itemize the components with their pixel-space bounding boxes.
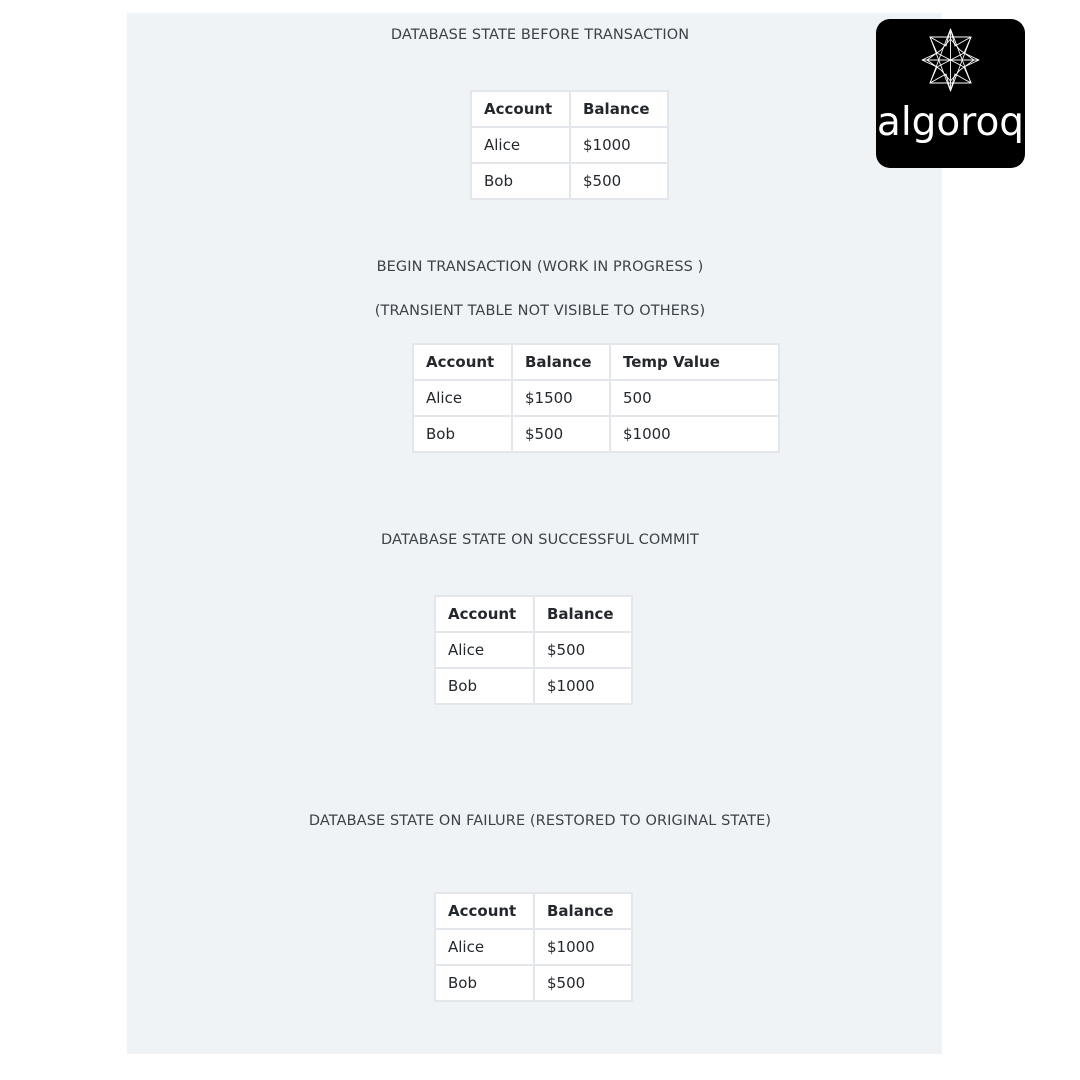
table-row bbox=[413, 416, 779, 452]
header-account: Account bbox=[471, 91, 570, 127]
caption-transient-table: (TRANSIENT TABLE NOT VISIBLE TO OTHERS) bbox=[374, 303, 706, 319]
table-row bbox=[435, 929, 632, 965]
cell-balance: $500 bbox=[570, 163, 668, 199]
table-before-transaction bbox=[470, 90, 669, 200]
brand-logo bbox=[876, 19, 1025, 168]
cell-account: Bob bbox=[471, 163, 570, 199]
cell-balance: $1000 bbox=[534, 929, 632, 965]
header-account: Account bbox=[413, 344, 512, 380]
table-transient bbox=[412, 343, 780, 453]
header-balance: Balance bbox=[534, 596, 632, 632]
table-row bbox=[413, 380, 779, 416]
caption-on-failure: DATABASE STATE ON FAILURE (RESTORED TO ORIGINAL STATE) bbox=[308, 813, 772, 829]
cell-account: Alice bbox=[413, 380, 512, 416]
table-row bbox=[471, 163, 668, 199]
header-balance: Balance bbox=[570, 91, 668, 127]
cell-account: Bob bbox=[435, 965, 534, 1001]
table-row bbox=[435, 668, 632, 704]
cell-account: Bob bbox=[435, 668, 534, 704]
cell-balance: $1000 bbox=[570, 127, 668, 163]
cell-account: Alice bbox=[435, 632, 534, 668]
table-header-row bbox=[471, 91, 668, 127]
header-temp-value: Temp Value bbox=[610, 344, 779, 380]
header-balance: Balance bbox=[534, 893, 632, 929]
table-row bbox=[435, 632, 632, 668]
cell-balance: $500 bbox=[534, 632, 632, 668]
table-successful-commit bbox=[434, 595, 633, 705]
cell-account: Bob bbox=[413, 416, 512, 452]
table-row bbox=[435, 965, 632, 1001]
cell-account: Alice bbox=[471, 127, 570, 163]
cell-balance: $500 bbox=[512, 416, 610, 452]
cell-balance: $1000 bbox=[534, 668, 632, 704]
table-header-row bbox=[435, 596, 632, 632]
table-row bbox=[471, 127, 668, 163]
caption-before-transaction: DATABASE STATE BEFORE TRANSACTION bbox=[390, 27, 690, 43]
header-account: Account bbox=[435, 893, 534, 929]
cell-balance: $1500 bbox=[512, 380, 610, 416]
table-header-row bbox=[435, 893, 632, 929]
header-balance: Balance bbox=[512, 344, 610, 380]
header-account: Account bbox=[435, 596, 534, 632]
table-header-row bbox=[413, 344, 779, 380]
cell-account: Alice bbox=[435, 929, 534, 965]
brand-name: algoroq bbox=[876, 100, 1025, 145]
caption-begin-transaction: BEGIN TRANSACTION (WORK IN PROGRESS ) bbox=[376, 259, 704, 275]
table-on-failure bbox=[434, 892, 633, 1002]
cell-temp-value: $1000 bbox=[610, 416, 779, 452]
caption-successful-commit: DATABASE STATE ON SUCCESSFUL COMMIT bbox=[381, 532, 699, 548]
geometric-star-icon bbox=[876, 19, 1025, 109]
cell-temp-value: 500 bbox=[610, 380, 779, 416]
cell-balance: $500 bbox=[534, 965, 632, 1001]
